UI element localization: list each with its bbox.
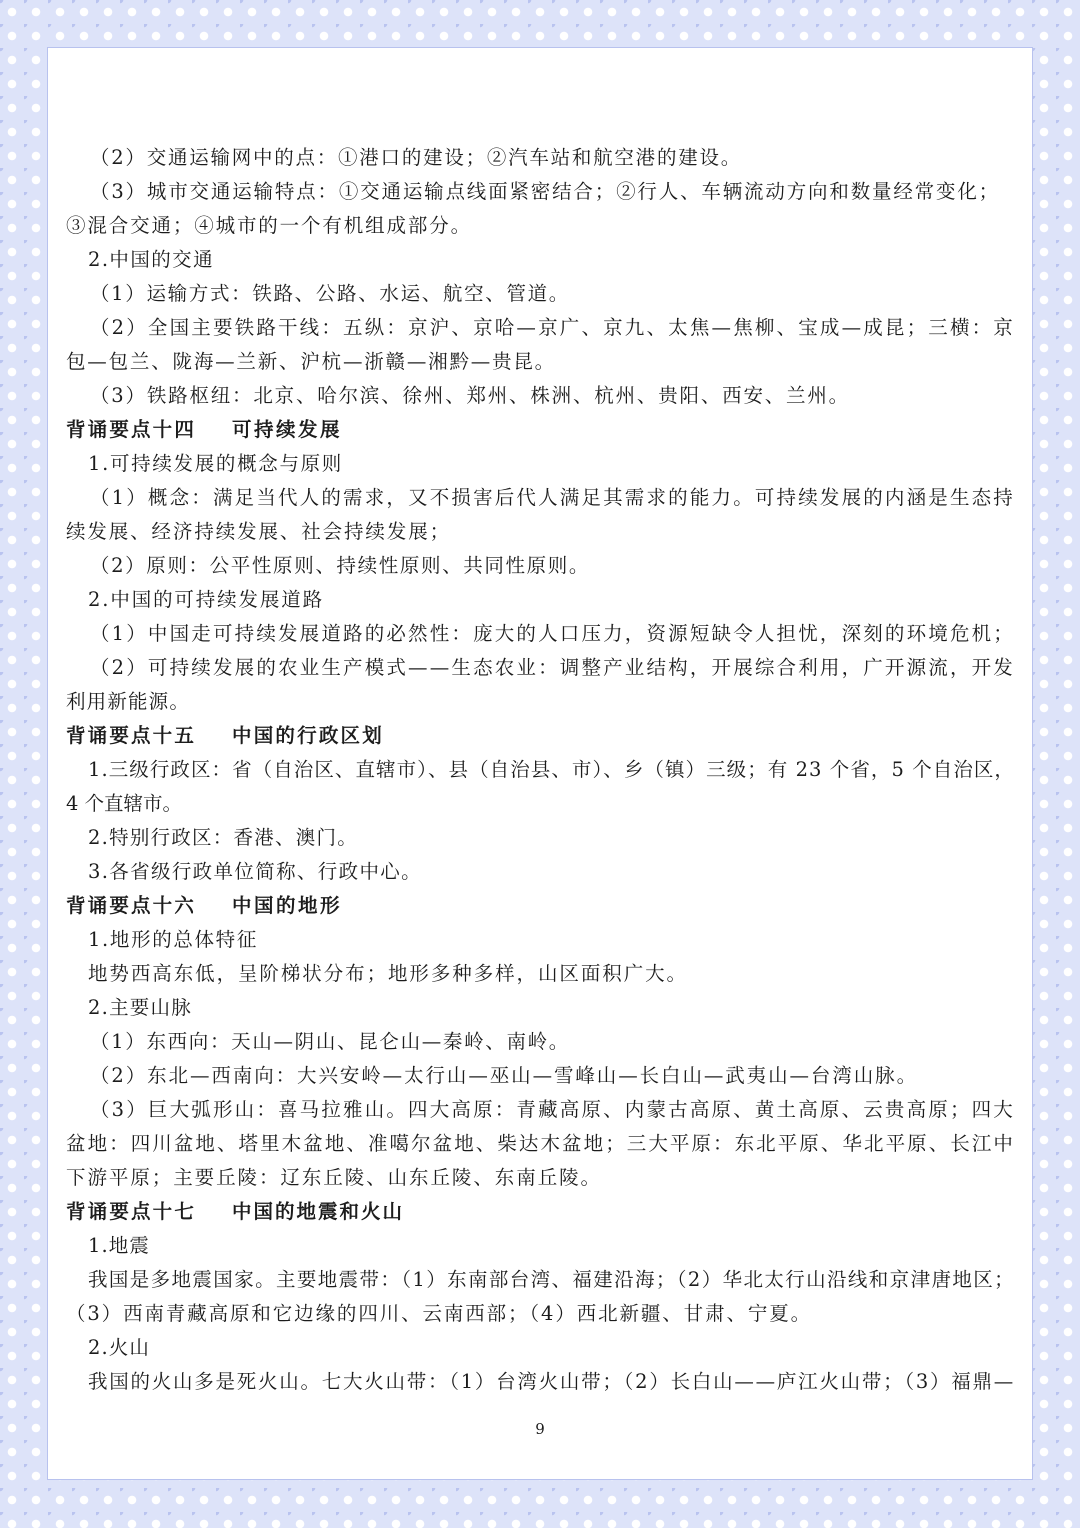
text-line	[0, 485, 1080, 511]
text-line	[0, 1233, 1080, 1259]
line-text: 2.特别行政区：香港、澳门。	[88, 826, 358, 849]
section-label: 背诵要点十七	[66, 1200, 196, 1223]
line-text: 下游平原；主要丘陵：辽东丘陵、山东丘陵、东南丘陵。	[66, 1166, 602, 1189]
line-text: （2）东北—西南向：大兴安岭—太行山—巫山—雪峰山—长白山—武夷山—台湾山脉。	[90, 1064, 918, 1087]
line-text: （1）概念：满足当代人的需求，又不损害后代人满足其需求的能力。可持续发展的内涵是生态持	[90, 486, 1015, 509]
line-text: ③混合交通；④城市的一个有机组成部分。	[66, 214, 472, 237]
text-line	[0, 179, 1080, 205]
section-heading	[0, 723, 1080, 749]
line-text: （2）可持续发展的农业生产模式——生态农业：调整产业结构，开展综合利用，广开源流，开发	[90, 656, 1015, 679]
text-line	[0, 621, 1080, 647]
line-text: 我国是多地震国家。主要地震带：（1）东南部台湾、福建沿海；（2）华北太行山沿线和京津唐地区；	[88, 1268, 1015, 1291]
line-text: （1）中国走可持续发展道路的必然性：庞大的人口压力，资源短缺令人担忧，深刻的环境危机；	[90, 622, 1015, 645]
text-line	[0, 553, 1080, 579]
line-text: （2）交通运输网中的点：①港口的建设；②汽车站和航空港的建设。	[90, 146, 742, 169]
line-text: 4 个直辖市。	[66, 792, 182, 815]
page-number: 9	[535, 1420, 545, 1438]
line-text: 利用新能源。	[66, 690, 190, 713]
text-line	[0, 349, 1080, 375]
section-label: 背诵要点十四	[66, 418, 196, 441]
text-line	[0, 1335, 1080, 1361]
text-line	[0, 451, 1080, 477]
line-text: （3）西南青藏高原和它边缘的四川、云南西部；（4）西北新疆、甘肃、宁夏。	[66, 1302, 812, 1325]
line-text: （3）城市交通运输特点：①交通运输点线面紧密结合；②行人、车辆流动方向和数量经常变化；	[90, 180, 1000, 203]
text-line	[0, 281, 1080, 307]
text-line	[0, 383, 1080, 409]
text-line	[0, 1369, 1080, 1395]
line-text: （1）运输方式：铁路、公路、水运、航空、管道。	[90, 282, 570, 305]
line-text: （2）原则：公平性原则、持续性原则、共同性原则。	[90, 554, 590, 577]
line-text: （3）铁路枢纽：北京、哈尔滨、徐州、郑州、株洲、杭州、贵阳、西安、兰州。	[90, 384, 850, 407]
text-line	[0, 1029, 1080, 1055]
line-text: 2.中国的可持续发展道路	[88, 588, 324, 611]
section-title: 中国的行政区划	[232, 724, 384, 747]
section-label: 背诵要点十五	[66, 724, 196, 747]
text-line	[0, 1131, 1080, 1157]
text-line	[0, 587, 1080, 613]
line-text: 1.可持续发展的概念与原则	[88, 452, 343, 475]
line-text: 盆地：四川盆地、塔里木盆地、准噶尔盆地、柴达木盆地；三大平原：东北平原、华北平原、长江中	[66, 1132, 1015, 1155]
text-line	[0, 791, 1080, 817]
text-line	[0, 145, 1080, 171]
section-heading	[0, 893, 1080, 919]
line-text: 2.中国的交通	[88, 248, 214, 271]
text-line	[0, 315, 1080, 341]
text-line	[0, 757, 1080, 783]
text-line	[0, 213, 1080, 239]
section-heading	[0, 417, 1080, 443]
section-title: 可持续发展	[232, 418, 342, 441]
section-title: 中国的地震和火山	[232, 1200, 404, 1223]
text-line	[0, 655, 1080, 681]
section-title: 中国的地形	[232, 894, 342, 917]
text-line	[0, 1063, 1080, 1089]
line-text: 2.主要山脉	[88, 996, 192, 1019]
text-line	[0, 1097, 1080, 1123]
line-text: 2.火山	[88, 1336, 150, 1359]
line-text: 3.各省级行政单位简称、行政中心。	[88, 860, 422, 883]
text-line	[0, 927, 1080, 953]
line-text: 1.地震	[88, 1234, 150, 1257]
text-line	[0, 859, 1080, 885]
line-text: 地势西高东低，呈阶梯状分布；地形多种多样，山区面积广大。	[88, 962, 688, 985]
text-line	[0, 247, 1080, 273]
line-text: （1）东西向：天山—阴山、昆仑山—秦岭、南岭。	[90, 1030, 570, 1053]
line-text: 1.地形的总体特征	[88, 928, 258, 951]
text-line	[0, 1301, 1080, 1327]
line-text: 续发展、经济持续发展、社会持续发展；	[66, 520, 451, 543]
line-text: 包—包兰、陇海—兰新、沪杭—浙赣—湘黔—贵昆。	[66, 350, 556, 373]
text-line	[0, 1165, 1080, 1191]
text-line	[0, 995, 1080, 1021]
line-text: 我国的火山多是死火山。七大火山带：（1）台湾火山带；（2）长白山——庐江火山带；（3）福鼎—	[88, 1370, 1015, 1393]
text-line	[0, 1267, 1080, 1293]
line-text: 1.三级行政区：省（自治区、直辖市）、县（自治县、市）、乡（镇）三级；有 23 个省，5 个自治区，	[88, 758, 1015, 781]
section-heading	[0, 1199, 1080, 1225]
text-line	[0, 519, 1080, 545]
text-line	[0, 689, 1080, 715]
text-line	[0, 961, 1080, 987]
line-text: （3）巨大弧形山：喜马拉雅山。四大高原：青藏高原、内蒙古高原、黄土高原、云贵高原；四大	[90, 1098, 1015, 1121]
section-label: 背诵要点十六	[66, 894, 196, 917]
text-line	[0, 825, 1080, 851]
line-text: （2）全国主要铁路干线：五纵：京沪、京哈—京广、京九、太焦—焦柳、宝成—成昆；三横：京	[90, 316, 1015, 339]
